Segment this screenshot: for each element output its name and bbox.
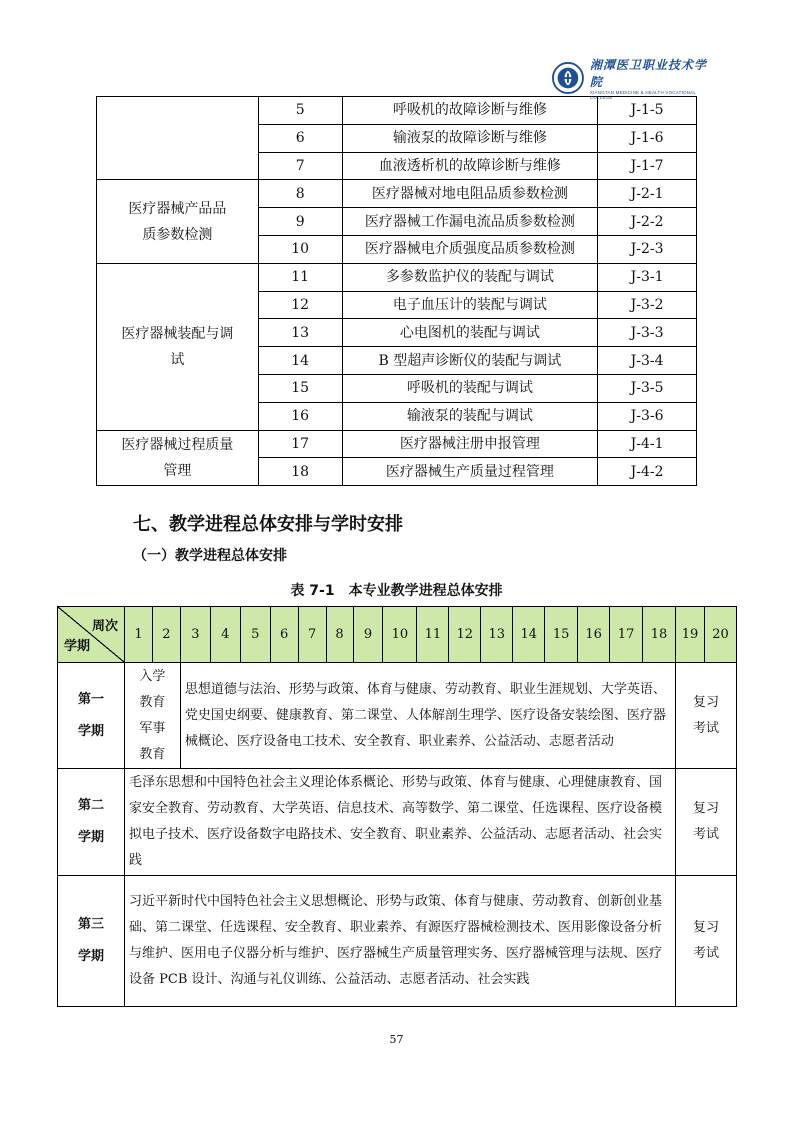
week-header-cell: 5 — [240, 607, 270, 663]
week-header-cell: 6 — [270, 607, 298, 663]
week-header-cell: 18 — [643, 607, 676, 663]
week-header-cell: 15 — [545, 607, 578, 663]
task-name: 医疗器械电介质强度品质参数检测 — [342, 235, 598, 263]
schedule-header-row — [58, 607, 737, 663]
task-no: 6 — [258, 124, 342, 152]
task-name: 医疗器械对地电阻品质参数检测 — [342, 180, 598, 208]
table-row — [97, 97, 697, 125]
task-code: J-3-5 — [598, 374, 697, 402]
intro-cell: 入学 教育 军事 教育 — [125, 663, 181, 769]
task-code: J-3-6 — [598, 402, 697, 430]
week-header-cell: 3 — [180, 607, 210, 663]
review-cell: 复习 考试 — [676, 769, 737, 876]
task-code: J-1-6 — [598, 124, 697, 152]
week-header-cell: 8 — [326, 607, 353, 663]
week-header-cell: 12 — [449, 607, 481, 663]
task-no: 13 — [258, 319, 342, 347]
course-list: 毛泽东思想和中国特色社会主义理论体系概论、形势与政策、体育与健康、心理健康教育、国家安全教育、劳动教育、大学英语、信息技术、高等数学、第二课堂、任选课程、医疗设备模拟电子技术、医疗设备数字电路技术、安全教育、职业素养、公益活动、志愿者活动、社会实践 — [125, 769, 676, 876]
task-name: 输液泵的装配与调试 — [342, 402, 598, 430]
week-header-cell: 2 — [152, 607, 180, 663]
week-header-cell: 14 — [513, 607, 545, 663]
task-name: B 型超声诊断仪的装配与调试 — [342, 347, 598, 375]
task-code: J-3-2 — [598, 291, 697, 319]
task-code: J-2-1 — [598, 180, 697, 208]
task-name: 呼吸机的故障诊断与维修 — [342, 97, 598, 125]
task-name: 电子血压计的装配与调试 — [342, 291, 598, 319]
category-cell: 医疗器械过程质量 管理 — [97, 430, 259, 486]
week-label: 周次 — [91, 619, 118, 634]
week-header-cell: 20 — [704, 607, 736, 663]
task-name: 呼吸机的装配与调试 — [342, 374, 598, 402]
week-header-cell: 9 — [353, 607, 383, 663]
task-code: J-4-2 — [598, 458, 697, 486]
term-row — [58, 769, 737, 876]
section-heading: 七、教学进程总体安排与学时安排 — [133, 514, 403, 535]
review-cell: 复习 考试 — [676, 876, 737, 1007]
task-name: 医疗器械工作漏电流品质参数检测 — [342, 208, 598, 236]
task-name: 血液透析机的故障诊断与维修 — [342, 152, 598, 180]
task-no: 16 — [258, 402, 342, 430]
week-header-cell: 11 — [417, 607, 449, 663]
course-list: 习近平新时代中国特色社会主义思想概论、形势与政策、体育与健康、劳动教育、创新创业基础、第二课堂、任选课程、安全教育、职业素养、有源医疗器械检测技术、医用影像设备分析与维护、医用电子仪器分析与维护、医疗器械生产质量管理实务、医疗器械管理与法规、医疗设备 PCB 设计、沟通与礼仪训练、公益活动、志愿者活动、社会实践 — [125, 876, 676, 1007]
task-code: J-1-7 — [598, 152, 697, 180]
task-no: 18 — [258, 458, 342, 486]
term-label-cell: 第三 学期 — [58, 876, 125, 1007]
school-emblem-icon — [552, 61, 584, 95]
term-row — [58, 663, 737, 769]
task-name: 输液泵的故障诊断与维修 — [342, 124, 598, 152]
task-no: 14 — [258, 347, 342, 375]
task-name: 心电图机的装配与调试 — [342, 319, 598, 347]
school-logo — [552, 58, 712, 98]
task-no: 12 — [258, 291, 342, 319]
task-name: 医疗器械注册申报管理 — [342, 430, 598, 458]
task-no: 8 — [258, 180, 342, 208]
task-no: 15 — [258, 374, 342, 402]
term-row — [58, 876, 737, 1007]
category-cell: 医疗器械产品品 质参数检测 — [97, 180, 259, 263]
term-label-cell: 第二 学期 — [58, 769, 125, 876]
task-name: 医疗器械生产质量过程管理 — [342, 458, 598, 486]
category-cell: 医疗器械装配与调 试 — [97, 263, 259, 430]
task-no: 17 — [258, 430, 342, 458]
task-code: J-2-2 — [598, 208, 697, 236]
task-code: J-3-3 — [598, 319, 697, 347]
week-header-cell: 1 — [125, 607, 153, 663]
task-no: 7 — [258, 152, 342, 180]
course-list: 思想道德与法治、形势与政策、体育与健康、劳动教育、职业生涯规划、大学英语、党史国史纲要、健康教育、第二课堂、人体解剖生理学、医疗设备安装绘图、医疗器械概论、医疗设备电工技术、安全教育、职业素养、公益活动、志愿者活动 — [180, 663, 675, 769]
week-header-cell: 13 — [481, 607, 513, 663]
week-header-cell: 16 — [578, 607, 610, 663]
table-caption: 表 7-1 本专业教学进程总体安排 — [290, 583, 503, 599]
school-name-cn: 湘潭医卫职业技术学院 — [589, 58, 707, 89]
week-header-cell: 17 — [610, 607, 643, 663]
task-no: 9 — [258, 208, 342, 236]
school-name-en: XIANGTAN MEDICINE & HEALTH VOCATIONAL COLLEGE — [589, 90, 696, 100]
task-no: 10 — [258, 235, 342, 263]
task-code: J-4-1 — [598, 430, 697, 458]
task-no: 5 — [258, 97, 342, 125]
task-code: J-3-1 — [598, 263, 697, 291]
week-header-cell: 10 — [383, 607, 417, 663]
section-subheading: （一）教学进程总体安排 — [133, 548, 287, 564]
category-cell — [97, 97, 259, 180]
task-code: J-1-5 — [598, 97, 697, 125]
task-name: 多参数监护仪的装配与调试 — [342, 263, 598, 291]
page-number: 57 — [389, 1033, 404, 1046]
week-header-cell: 7 — [298, 607, 326, 663]
week-header-cell: 19 — [676, 607, 705, 663]
task-table — [96, 96, 697, 486]
table-row — [97, 263, 697, 291]
task-no: 11 — [258, 263, 342, 291]
table-row — [97, 430, 697, 458]
task-code: J-2-3 — [598, 235, 697, 263]
review-cell: 复习 考试 — [676, 663, 737, 769]
term-label: 学期 — [64, 639, 91, 654]
week-header-cell: 4 — [210, 607, 240, 663]
corner-cell — [58, 607, 125, 663]
table-row — [97, 180, 697, 208]
task-code: J-3-4 — [598, 347, 697, 375]
schedule-table — [57, 606, 737, 1007]
term-label-cell: 第一 学期 — [58, 663, 125, 769]
